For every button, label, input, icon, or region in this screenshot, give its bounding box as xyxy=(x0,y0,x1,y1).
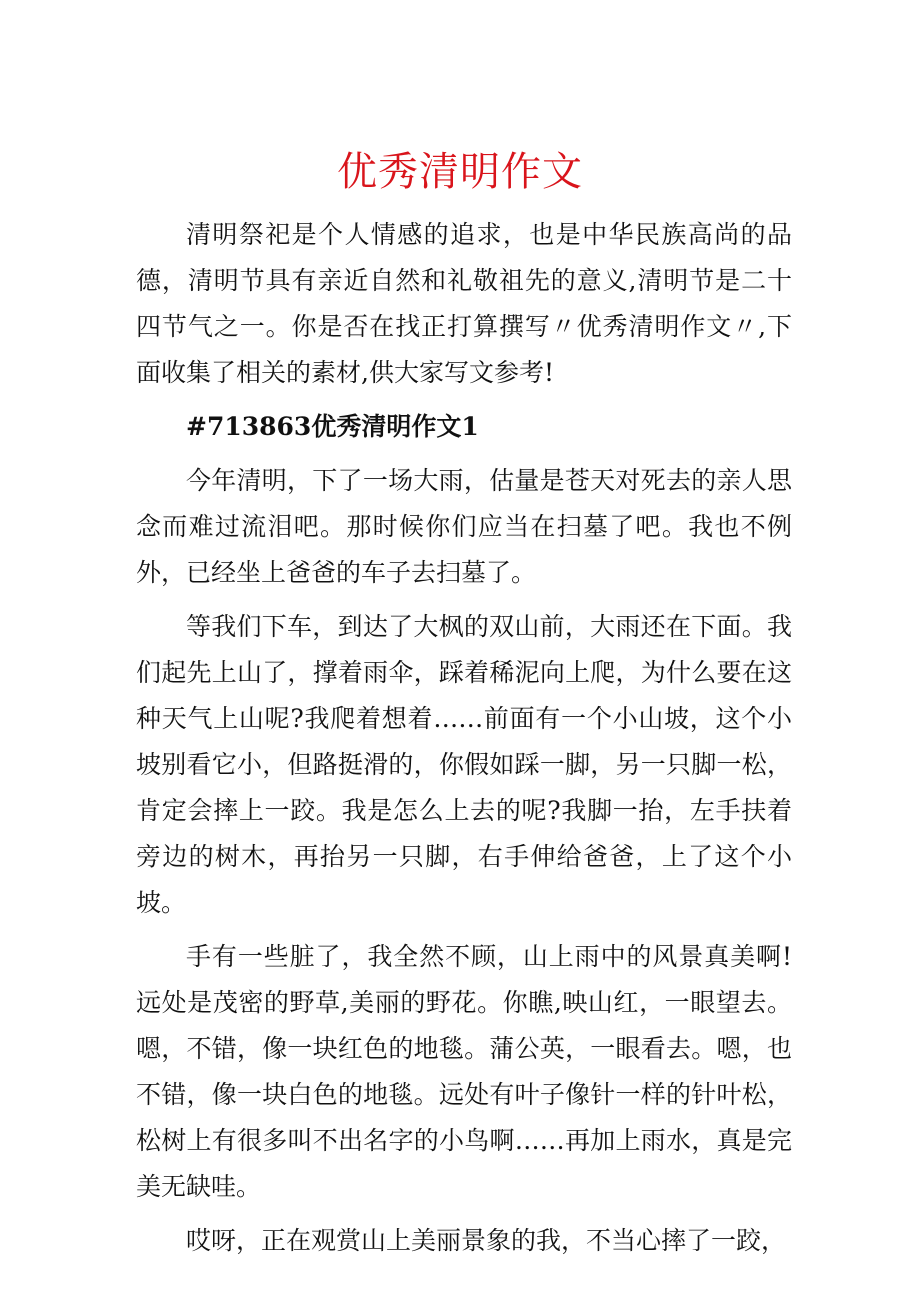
body-paragraph: 等我们下车，到达了大枫的双山前，大雨还在下面。我们起先上山了，撑着雨伞，踩着稀泥向上爬，为什么要在这种天气上山呢?我爬着想着……前面有一个小山坡，这个小坡别看它小，但路挺滑的，你假如踩一脚，另一只脚一松，肯定会摔上一跤。我是怎么上去的呢?我脚一抬，左手扶着旁边的树木，再抬另一只脚，右手伸给爸爸，上了这个小坡。 xyxy=(136,612,792,917)
body-paragraph: 今年清明，下了一场大雨，估量是苍天对死去的亲人思念而难过流泪吧。那时候你们应当在扫墓了吧。我也不例外，已经坐上爸爸的车子去扫墓了。 xyxy=(136,466,792,587)
document-body xyxy=(136,212,792,1272)
section-heading: #713863优秀清明作文1 xyxy=(186,412,479,441)
intro-paragraph: 清明祭祀是个人情感的追求，也是中华民族高尚的品德，清明节具有亲近自然和礼敬祖先的意义,清明节是二十四节气之一。你是否在找正打算撰写〃优秀清明作文〃,下面收集了相关的素材,供大家写文参考! xyxy=(136,220,792,387)
document-title: 优秀清明作文 xyxy=(337,149,583,195)
body-paragraph: 手有一些脏了，我全然不顾，山上雨中的风景真美啊!远处是茂密的野草,美丽的野花。你瞧,映山红，一眼望去。嗯，不错，像一块红色的地毯。蒲公英，一眼看去。嗯，也不错，像一块白色的地毯。远处有叶子像针一样的针叶松，松树上有很多叫不出名字的小鸟啊……再加上雨水，真是完美无缺哇。 xyxy=(136,942,792,1201)
body-paragraph: 哎呀，正在观赏山上美丽景象的我，不当心摔了一跤， xyxy=(186,1226,787,1255)
